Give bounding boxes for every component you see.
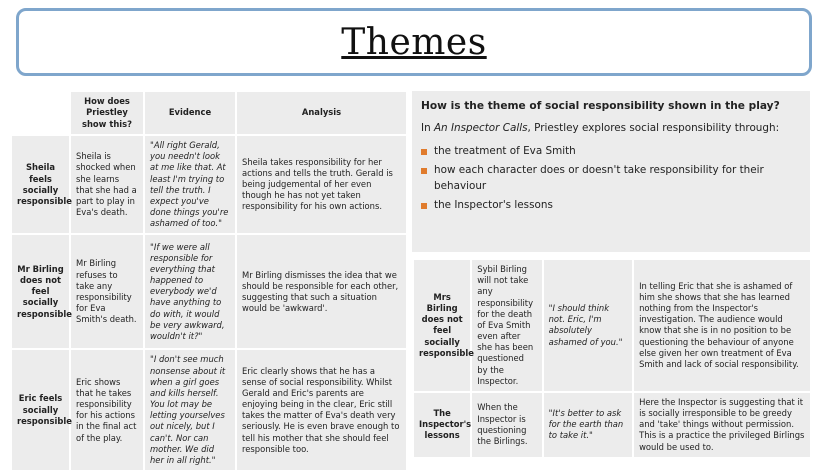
table-header-evidence: Evidence (145, 92, 235, 134)
row-analysis: In telling Eric that she is ashamed of him she shows that she has learned nothing from the Inspector's investigation. The audience would know that she is in no position to be questioning the behaviour of anyone else given her own treatment of Eva Smith and lack of social responsibility. (634, 260, 810, 391)
row-analysis: Sheila takes responsibility for her actions and tells the truth. Gerald is being judgemental of her even though he has not yet taken responsibility for his own actions. (237, 136, 406, 233)
row-theme: Sheila feels socially responsible (12, 136, 69, 233)
row-theme: Mr Birling does not feel socially responsible (12, 235, 69, 348)
title-banner (16, 8, 812, 76)
row-theme: Eric feels socially responsible (12, 350, 69, 470)
panel-bullet-list (421, 144, 801, 214)
page-title: Themes (341, 21, 487, 63)
row-theme: Mrs Birling does not feel socially responsible (414, 260, 470, 391)
table-row (414, 393, 810, 457)
play-title: An Inspector Calls (433, 122, 528, 134)
list-item: how each character does or doesn't take responsibility for their behaviour (421, 163, 801, 194)
row-how: Mr Birling refuses to take any responsibility for Eva Smith's death. (71, 235, 143, 348)
table-row (12, 235, 406, 348)
table-header-corner (12, 92, 69, 134)
characters-table (10, 90, 408, 472)
row-evidence: "All right Gerald, you needn't look at me like that. At least I'm trying to tell the truth. I expect you've done things you're ashamed of too." (145, 136, 235, 233)
table-header-analysis: Analysis (237, 92, 406, 134)
row-how: Sheila is shocked when she learns that she had a part to play in Eva's death. (71, 136, 143, 233)
row-theme: The Inspector's lessons (414, 393, 470, 457)
question-panel (412, 91, 810, 252)
list-item: the Inspector's lessons (421, 198, 801, 214)
row-how: Eric shows that he takes responsibility for his actions in the final act of the play. (71, 350, 143, 470)
row-analysis: Here the Inspector is suggesting that it is socially irresponsible to be greedy and 'take' things without permission. This is a practice the privileged Birlings would be used to. (634, 393, 810, 457)
panel-intro: In An Inspector Calls, Priestley explores social responsibility through: (421, 122, 780, 134)
row-evidence: "I should think not. Eric, I'm absolutely ashamed of you." (544, 260, 632, 391)
table-header-row (12, 92, 406, 134)
square-bullet-icon (421, 149, 427, 155)
table-header-how: How does Priestley show this? (71, 92, 143, 134)
more-characters-table (412, 258, 812, 459)
row-analysis: Eric clearly shows that he has a sense of social responsibility. Whilst Gerald and Eric's parents are enjoying being in the clear, Eric still takes the matter of Eva's death very seriously. He is even brave enough to tell his mother that she should feel responsible too. (237, 350, 406, 470)
table-row (12, 136, 406, 233)
square-bullet-icon (421, 168, 427, 174)
table-row (12, 350, 406, 470)
row-how: Sybil Birling will not take any responsibility for the death of Eva Smith even after she has been questioned by the Inspector. (472, 260, 541, 391)
table-row (414, 260, 810, 391)
row-analysis: Mr Birling dismisses the idea that we should be responsible for each other, suggesting that such a situation would be 'awkward'. (237, 235, 406, 348)
square-bullet-icon (421, 203, 427, 209)
row-evidence: "It's better to ask for the earth than to take it." (544, 393, 632, 457)
row-how: When the Inspector is questioning the Birlings. (472, 393, 541, 457)
row-evidence: "I don't see much nonsense about it when a girl goes and kills herself. You lot may be letting yourselves out nicely, but I can't. Nor can mother. We did her in all right." (145, 350, 235, 470)
row-evidence: "If we were all responsible for everything that happened to everybody we'd have anything to do with, it would be very awkward, wouldn't it?" (145, 235, 235, 348)
panel-question: How is the theme of social responsibility shown in the play? (421, 100, 780, 112)
list-item: the treatment of Eva Smith (421, 144, 801, 160)
